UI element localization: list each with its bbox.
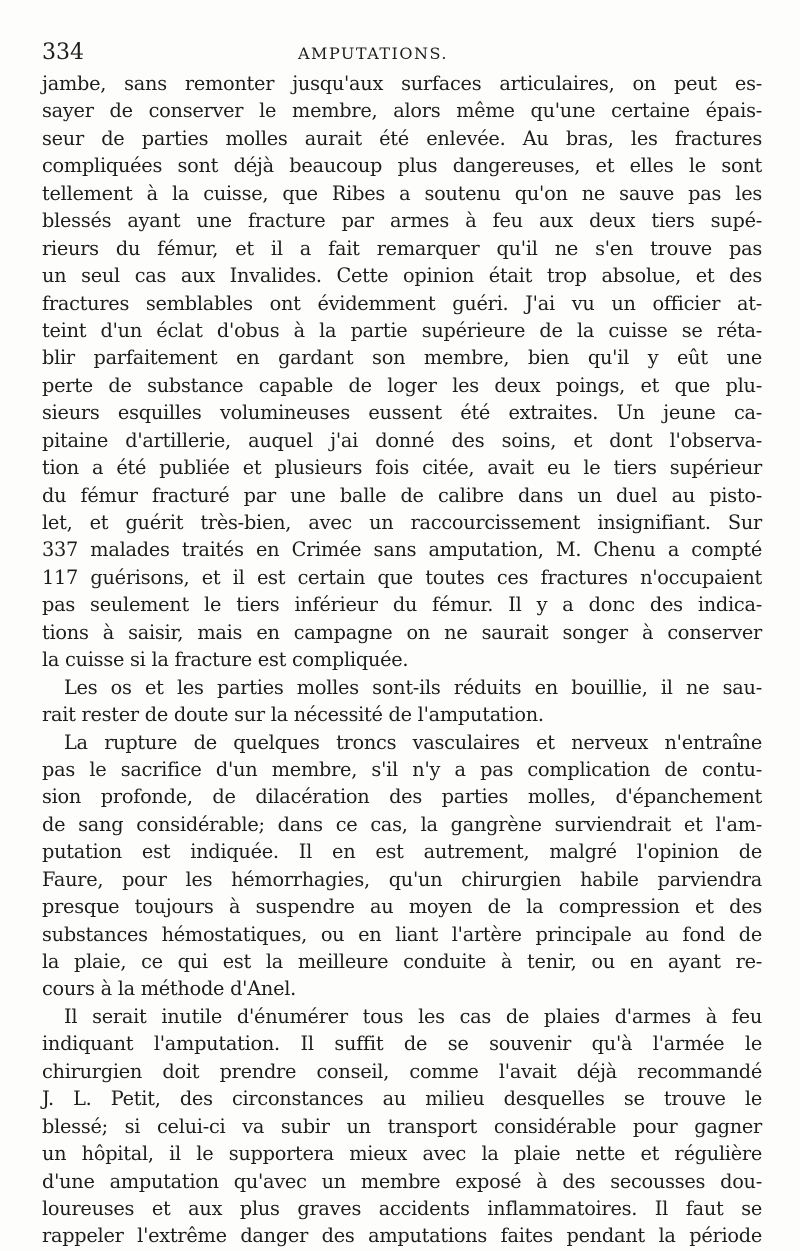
text-line: La rupture de quelques troncs vasculaires et nerveux n'entraîne <box>64 730 762 754</box>
text-line: tion a été publiée et plusieurs fois citée, avait eu le tiers supérieur <box>42 456 762 480</box>
text-line: 337 malades traités en Crimée sans amputation, M. Chenu a compté <box>42 538 762 562</box>
text-line: indiquant l'amputation. Il suffit de se souvenir qu'à l'armée le <box>42 1032 762 1056</box>
text-line: fractures semblables ont évidemment guéri. J'ai vu un officier at- <box>42 291 762 315</box>
text-line: tions à saisir, mais en campagne on ne saurait songer à conserver <box>42 620 762 644</box>
text-line: un seul cas aux Invalides. Cette opinion était trop absolue, et des <box>42 264 762 288</box>
text-line: seur de parties molles aurait été enlevée. Au bras, les fractures <box>42 126 762 150</box>
text-line: blir parfaitement en gardant son membre, bien qu'il y eût une <box>42 346 762 370</box>
text-line: 117 guérisons, et il est certain que toutes ces fractures n'occupaient <box>42 565 762 589</box>
text-line: tellement à la cuisse, que Ribes a soutenu qu'on ne sauve pas les <box>42 181 762 205</box>
text-line: d'une amputation qu'avec un membre exposé à des secousses dou- <box>42 1169 762 1193</box>
body-text <box>42 70 762 1250</box>
text-line: blessés ayant une fracture par armes à feu aux deux tiers supé- <box>42 209 762 233</box>
text-line: perte de substance capable de loger les deux poings, et que plu- <box>42 373 762 397</box>
text-line: sion profonde, de dilacération des parties molles, d'épanchement <box>42 785 762 809</box>
text-line: let, et guérit très-bien, avec un raccourcissement insignifiant. Sur <box>42 511 762 534</box>
running-title: AMPUTATIONS. <box>298 44 448 63</box>
text-line: pas le sacrifice d'un membre, s'il n'y a pas complication de contu- <box>42 757 762 781</box>
text-line: la cuisse si la fracture est compliquée. <box>42 648 409 672</box>
text-line: J. L. Petit, des circonstances au milieu desquelles se trouve le <box>42 1087 762 1111</box>
text-line: du fémur fracturé par une balle de calibre dans un duel au pisto- <box>42 483 762 507</box>
text-line: teint d'un éclat d'obus à la partie supérieure de la cuisse se réta- <box>42 318 762 342</box>
page-header <box>42 38 760 70</box>
text-line: substances hémostatiques, ou en liant l'artère principale au fond de <box>42 922 762 946</box>
text-line: rieurs du fémur, et il a fait remarquer qu'il ne s'en trouve pas <box>42 236 762 260</box>
text-line: un hôpital, il le supportera mieux avec la plaie nette et régulière <box>42 1142 762 1166</box>
text-line: compliquées sont déjà beaucoup plus dangereuses, et elles le sont <box>42 154 762 178</box>
text-line: Faure, pour les hémorrhagies, qu'un chirurgien habile parviendra <box>42 867 762 891</box>
text-line: presque toujours à suspendre au moyen de la compression et des <box>42 895 762 919</box>
text-line: pas seulement le tiers inférieur du fémur. Il y a donc des indica- <box>42 593 762 617</box>
text-line: rait rester de doute sur la nécessité de l'amputation. <box>42 703 544 727</box>
text-line: sayer de conserver le membre, alors même qu'une certaine épais- <box>42 99 762 123</box>
text-line: chirurgien doit prendre conseil, comme l'avait déjà recommandé <box>42 1059 762 1083</box>
text-line: la plaie, ce qui est la meilleure conduite à tenir, ou en ayant re- <box>42 950 762 973</box>
text-line: Il serait inutile d'énumérer tous les cas de plaies d'armes à feu <box>64 1004 762 1028</box>
text-line: putation est indiquée. Il en est autrement, malgré l'opinion de <box>42 840 762 864</box>
text-line: blessé; si celui-ci va subir un transport considérable pour gagner <box>42 1114 762 1138</box>
text-line: jambe, sans remonter jusqu'aux surfaces articulaires, on peut es- <box>42 72 762 95</box>
text-line: pitaine d'artillerie, auquel j'ai donné des soins, et dont l'observa- <box>42 428 762 452</box>
text-line: Les os et les parties molles sont-ils réduits en bouillie, il ne sau- <box>64 675 762 699</box>
text-line: loureuses et aux plus graves accidents inflammatoires. Il faut se <box>42 1196 762 1220</box>
page-number: 334 <box>42 40 84 65</box>
text-line: sieurs esquilles volumineuses eussent été extraites. Un jeune ca- <box>42 401 762 425</box>
text-line: rappeler l'extrême danger des amputations faites pendant la période <box>42 1224 762 1248</box>
text-line: cours à la méthode d'Anel. <box>42 977 297 1001</box>
text-line: de sang considérable; dans ce cas, la gangrène surviendrait et l'am- <box>42 812 762 836</box>
